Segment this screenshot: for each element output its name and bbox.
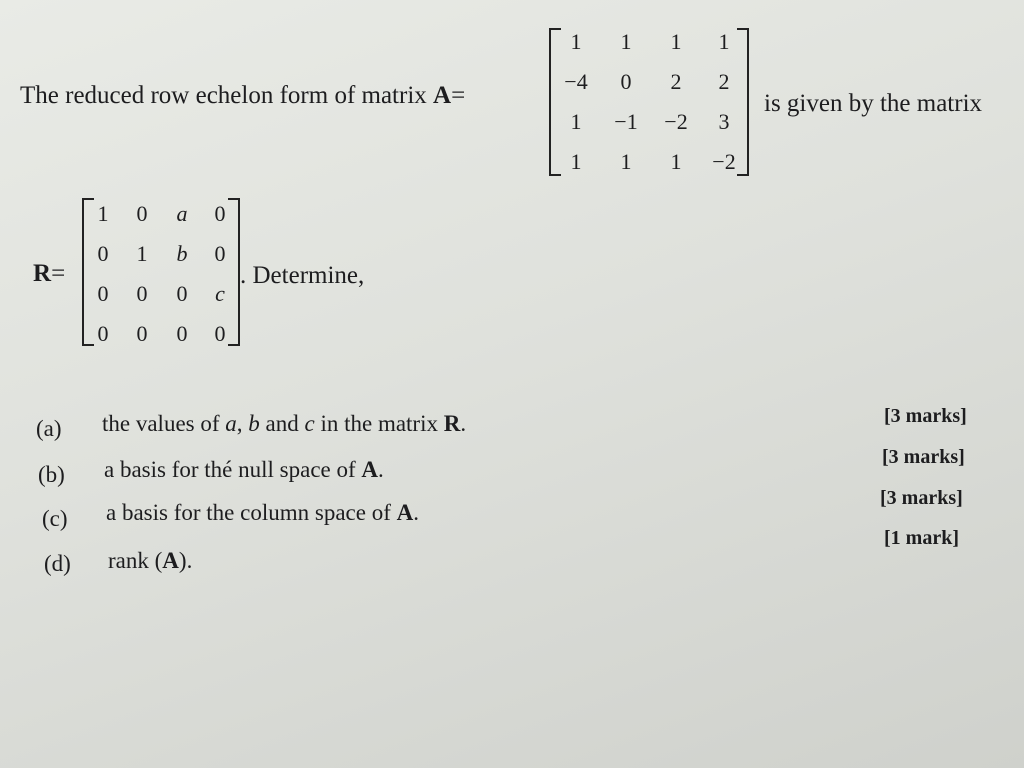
matrix-A-cell: −4 — [564, 69, 588, 94]
R-label — [33, 260, 65, 288]
matrix-A-cell: −1 — [614, 109, 638, 134]
question-d-marks: [1 mark] — [884, 527, 959, 549]
question-a-marks: [3 marks] — [884, 405, 967, 427]
matrix-A-cell: 3 — [718, 109, 730, 134]
matrix-R-cell: 0 — [97, 321, 109, 346]
matrix-R-cell: 0 — [136, 321, 148, 346]
matrix-R-cell: 0 — [214, 201, 226, 226]
matrix-R-cell: a — [176, 201, 188, 226]
matrix-R-cell: 0 — [136, 281, 148, 306]
matrix-R-cell: c — [215, 281, 225, 306]
matrix-R-cell: 0 — [214, 241, 226, 266]
matrix-A-cell: −2 — [664, 109, 688, 134]
matrix-R-cell: 0 — [176, 281, 188, 306]
intro-text-before: The reduced row echelon form of matrix — [20, 82, 427, 109]
matrix-R-cell: 0 — [176, 321, 188, 346]
matrix-A-cell: 1 — [670, 29, 682, 54]
question-c-label: (c) — [42, 506, 68, 531]
matrix-R-cell: 0 — [136, 201, 148, 226]
matrix-A-cell: 1 — [620, 149, 632, 174]
matrix-A-cell: 1 — [718, 29, 730, 54]
matrix-R-cell: 0 — [97, 281, 109, 306]
matrix-R — [82, 198, 240, 346]
matrix-R-cell: 1 — [97, 201, 109, 226]
intro-text — [20, 82, 465, 110]
matrix-A-cell: 1 — [570, 149, 582, 174]
matrix-A-cell: 0 — [620, 69, 632, 94]
question-d-label: (d) — [44, 551, 71, 576]
intro-text-after: is given by the matrix — [764, 90, 983, 117]
matrix-A-cell: −2 — [712, 149, 736, 174]
question-c-text: a basis for the column space of A. — [106, 500, 419, 525]
question-a-label: (a) — [36, 416, 62, 441]
matrix-R-cell: 1 — [136, 241, 148, 266]
matrix-A-cell: 2 — [718, 69, 730, 94]
matrix-A-cell: 2 — [670, 69, 682, 94]
matrix-R-cell: b — [176, 241, 188, 266]
matrix-A-cell: 1 — [570, 29, 582, 54]
equals-sign: = — [51, 260, 66, 287]
matrix-A-symbol: A — [433, 82, 452, 109]
determine-text: . Determine, — [240, 262, 365, 289]
equals-sign: = — [451, 82, 466, 109]
matrix-A-cell: 1 — [570, 109, 582, 134]
question-a-text: the values of a, b and c in the matrix R. — [102, 411, 467, 436]
matrix-R-cell: 0 — [214, 321, 226, 346]
matrix-A-cell: 1 — [620, 29, 632, 54]
question-d-text: rank (A). — [108, 548, 193, 573]
question-b-text: a basis for thé null space of A. — [104, 457, 384, 482]
question-b-marks: [3 marks] — [882, 446, 965, 468]
matrix-R-cell: 0 — [97, 241, 109, 266]
question-b-label: (b) — [38, 462, 65, 487]
matrix-A-cell: 1 — [670, 149, 682, 174]
matrix-A — [549, 28, 749, 176]
matrix-R-symbol: R — [33, 260, 52, 287]
question-c-marks: [3 marks] — [880, 487, 963, 509]
